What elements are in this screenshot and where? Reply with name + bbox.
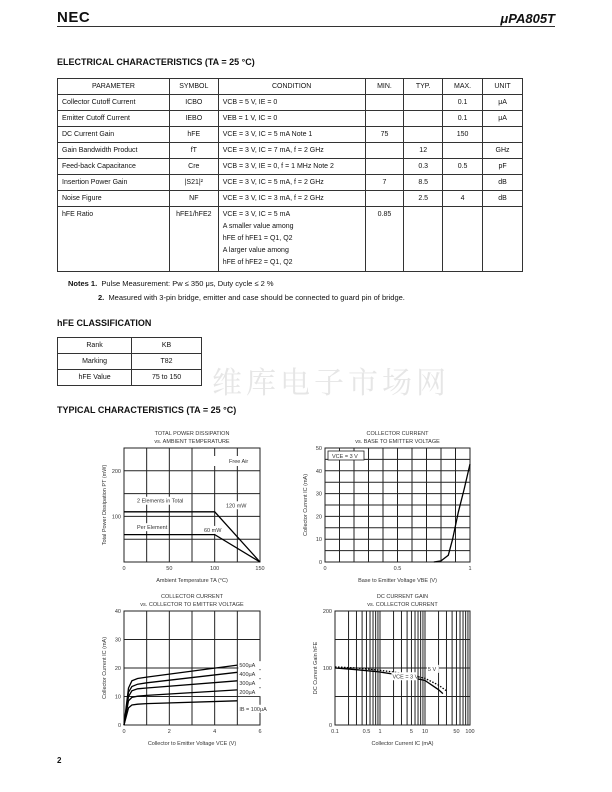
- annotation: 60 mW: [204, 527, 222, 534]
- part-number: μPA805T: [500, 11, 555, 26]
- series-label: IB = 100μA: [239, 706, 267, 713]
- table-cell: Marking: [58, 354, 132, 370]
- annotation: Per Element: [137, 525, 168, 532]
- x-axis-label: Base to Emitter Voltage VBE (V): [358, 578, 437, 584]
- table-cell: 12: [404, 143, 443, 159]
- table-cell: hFE Value: [58, 370, 132, 386]
- column-header: CONDITION: [218, 79, 365, 95]
- y-tick-label: 100: [111, 514, 121, 521]
- x-tick-label: 100: [465, 729, 475, 735]
- table-cell: 0.85: [365, 207, 404, 272]
- column-header: SYMBOL: [169, 79, 218, 95]
- table-cell: Noise Figure: [58, 191, 170, 207]
- table-cell: hFE1/hFE2: [169, 207, 218, 272]
- series-label: VCE = 3 V: [392, 674, 419, 681]
- x-tick-label: 0.5: [362, 729, 371, 735]
- note-1: Pulse Measurement: Pw ≤ 350 μs, Duty cycle ≤ 2 %: [101, 279, 274, 288]
- note-2: Measured with 3-pin bridge, emitter and case should be connected to guard pin of bridge.: [108, 293, 405, 302]
- nec-logo: NEC: [57, 9, 91, 26]
- y-axis-label: Collector Current IC (mA): [102, 636, 108, 700]
- x-tick-label: 1: [378, 729, 382, 735]
- y-tick-label: 0: [318, 560, 322, 566]
- table-cell: |S21|²: [169, 175, 218, 191]
- series-line: [124, 701, 237, 725]
- annotation: 2 Elements in Total: [137, 498, 184, 505]
- y-tick-label: 0: [117, 723, 121, 729]
- typical-title: TYPICAL CHARACTERISTICS (TA = 25 °C): [57, 405, 237, 415]
- column-header: MAX.: [443, 79, 483, 95]
- x-tick-label: 0.1: [331, 729, 339, 735]
- table-cell: 7: [365, 175, 404, 191]
- x-tick-label: 50: [166, 566, 173, 572]
- table-cell: VCE = 3 V, IC = 3 mA, f = 2 GHz: [218, 191, 365, 207]
- chart-subtitle: vs. COLLECTOR CURRENT: [367, 602, 438, 608]
- x-axis-label: Ambient Temperature TA (°C): [156, 578, 228, 584]
- chart-title: COLLECTOR CURRENT: [161, 594, 223, 600]
- table-cell: Feed-back Capacitance: [58, 159, 170, 175]
- table-cell: 0.3: [404, 159, 443, 175]
- y-axis-label: Total Power Dissipation PT (mW): [102, 464, 108, 546]
- table-cell: pF: [483, 159, 523, 175]
- chart-subtitle: vs. BASE TO EMITTER VOLTAGE: [355, 439, 440, 445]
- electrical-title: ELECTRICAL CHARACTERISTICS (TA = 25 °C): [57, 57, 255, 67]
- y-tick-label: 200: [111, 468, 121, 475]
- watermark: 维库电子市场网: [212, 366, 450, 401]
- y-tick-label: 50: [315, 446, 322, 452]
- table-cell: DC Current Gain: [58, 127, 170, 143]
- y-tick-label: 20: [114, 666, 121, 672]
- series-line: [124, 672, 237, 725]
- classification-title: hFE CLASSIFICATION: [57, 318, 152, 328]
- table-cell: VCB = 3 V, IE = 0, f = 1 MHz Note 2: [218, 159, 365, 175]
- table-cell: μA: [483, 95, 523, 111]
- table-cell: VCE = 3 V, IC = 5 mA, f = 2 GHz: [218, 175, 365, 191]
- table-cell: T82: [132, 354, 202, 370]
- y-tick-label: 10: [114, 694, 121, 701]
- y-tick-label: 30: [114, 637, 121, 644]
- column-header: PARAMETER: [58, 79, 170, 95]
- table-cell: VCE = 3 V, IC = 5 mA A smaller value among hFE of hFE1 = Q1, Q2 A larger value among hFE of hFE2 = Q1, Q2: [218, 207, 365, 272]
- table-cell: μA: [483, 111, 523, 127]
- table-cell: GHz: [483, 143, 523, 159]
- y-tick-label: 40: [114, 609, 121, 615]
- table-cell: VEB = 1 V, IC = 0: [218, 111, 365, 127]
- table-cell: dB: [483, 175, 523, 191]
- y-tick-label: 100: [322, 666, 332, 672]
- x-tick-label: 10: [421, 729, 429, 735]
- x-tick-label: 0.5: [393, 566, 402, 572]
- y-tick-label: 40: [315, 468, 322, 475]
- table-cell: hFE: [169, 127, 218, 143]
- chart-title: COLLECTOR CURRENT: [366, 431, 429, 437]
- x-tick-label: 5: [409, 729, 413, 735]
- y-tick-label: 200: [322, 609, 332, 615]
- x-tick-label: 6: [258, 729, 262, 735]
- x-tick-label: 50: [453, 729, 460, 735]
- table-cell: Rank: [58, 338, 132, 354]
- column-header: MIN.: [365, 79, 404, 95]
- table-cell: Gain Bandwidth Product: [58, 143, 170, 159]
- table-cell: IEBO: [169, 111, 218, 127]
- x-tick-label: 0: [122, 729, 126, 735]
- table-cell: 0.1: [443, 95, 483, 111]
- table-cell: 2.5: [404, 191, 443, 207]
- table-cell: Insertion Power Gain: [58, 175, 170, 191]
- table-cell: fT: [169, 143, 218, 159]
- x-tick-label: 0: [122, 566, 126, 572]
- x-tick-label: 100: [210, 566, 220, 572]
- x-axis-label: Collector Current IC (mA): [371, 741, 434, 747]
- column-header: UNIT: [483, 79, 523, 95]
- y-tick-label: 20: [315, 514, 322, 521]
- annotation: VCE = 3 V: [332, 454, 358, 460]
- x-tick-label: 150: [255, 566, 265, 572]
- series-line: [124, 690, 237, 725]
- x-tick-label: 0: [323, 566, 327, 572]
- annotation: 120 mW: [226, 503, 247, 510]
- note-2-label: 2.: [98, 293, 105, 302]
- y-axis-label: DC Current Gain hFE: [313, 641, 319, 695]
- table-cell: NF: [169, 191, 218, 207]
- x-tick-label: 2: [167, 729, 171, 735]
- table-cell: 8.5: [404, 175, 443, 191]
- series-label: 200μA: [239, 690, 256, 697]
- table-cell: 75: [365, 127, 404, 143]
- table-cell: 4: [443, 191, 483, 207]
- x-axis-label: Collector to Emitter Voltage VCE (V): [147, 741, 237, 747]
- page-number: 2: [57, 756, 62, 765]
- annotation: Free Air: [229, 459, 249, 465]
- table-cell: VCE = 3 V, IC = 5 mA Note 1: [218, 127, 365, 143]
- table-cell: VCE = 3 V, IC = 7 mA, f = 2 GHz: [218, 143, 365, 159]
- table-cell: KB: [132, 338, 202, 354]
- x-tick-label: 1: [468, 566, 472, 572]
- y-axis-label: Collector Current IC (mA): [303, 473, 309, 537]
- chart-title: DC CURRENT GAIN: [376, 594, 429, 600]
- series-line: [434, 464, 470, 562]
- table-cell: hFE Ratio: [58, 207, 170, 272]
- table-cell: Collector Cutoff Current: [58, 95, 170, 111]
- table-cell: 0.5: [443, 159, 483, 175]
- series-label: 5 V: [427, 666, 437, 673]
- y-tick-label: 10: [315, 537, 322, 544]
- chart-subtitle: vs. AMBIENT TEMPERATURE: [154, 439, 230, 445]
- table-cell: 0.1: [443, 111, 483, 127]
- table-cell: 150: [443, 127, 483, 143]
- x-tick-label: 4: [213, 729, 217, 735]
- series-label: 300μA: [239, 681, 256, 688]
- notes-label: Notes 1.: [68, 279, 98, 288]
- series-label: 400μA: [239, 672, 256, 679]
- table-cell: 75 to 150: [132, 370, 202, 386]
- chart-subtitle: vs. COLLECTOR TO EMITTER VOLTAGE: [140, 602, 244, 608]
- column-header: TYP.: [404, 79, 443, 95]
- chart-title: TOTAL POWER DISSIPATION: [154, 431, 230, 437]
- table-cell: dB: [483, 191, 523, 207]
- y-tick-label: 30: [315, 491, 322, 498]
- table-cell: VCB = 5 V, IE = 0: [218, 95, 365, 111]
- table-cell: Emitter Cutoff Current: [58, 111, 170, 127]
- table-cell: ICBO: [169, 95, 218, 111]
- series-label: 500μA: [239, 663, 256, 670]
- y-tick-label: 0: [328, 723, 332, 729]
- table-cell: Cre: [169, 159, 218, 175]
